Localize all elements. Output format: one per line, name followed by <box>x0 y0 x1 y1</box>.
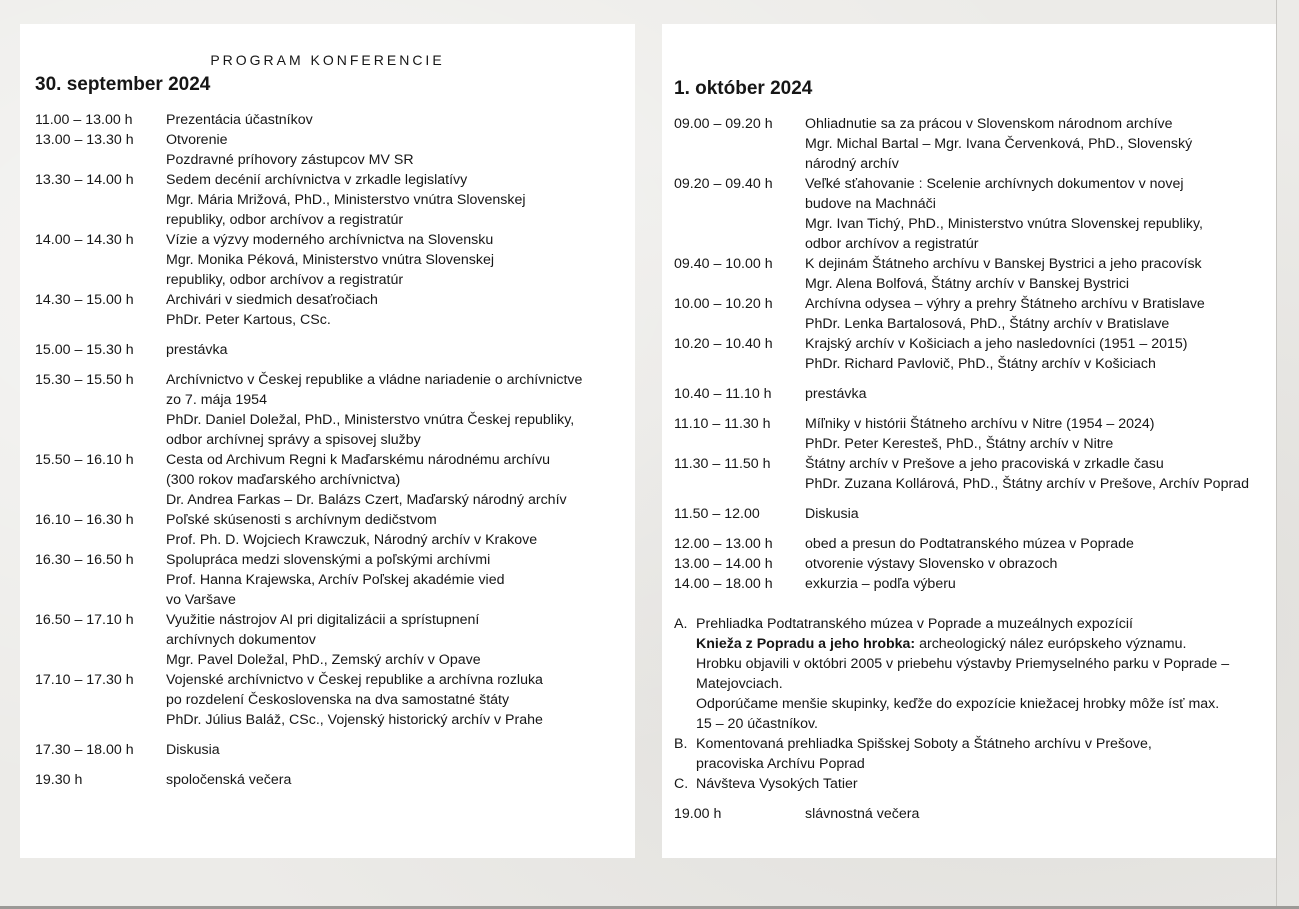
time-label: 11.50 – 12.00 <box>674 506 760 522</box>
session-line: prestávka <box>166 342 228 358</box>
session-line: republiky, odbor archívov a registratúr <box>166 272 404 288</box>
day-title-right: 1. október 2024 <box>674 78 813 99</box>
time-label: 11.30 – 11.50 h <box>674 456 771 472</box>
session-line: Archivári v siedmich desaťročiach <box>166 292 378 308</box>
time-label: 10.40 – 11.10 h <box>674 386 772 402</box>
schedule-row <box>35 450 635 510</box>
schedule-row <box>674 334 1276 374</box>
session-text <box>805 554 1276 574</box>
schedule-row <box>674 294 1276 334</box>
session-text <box>166 770 635 790</box>
right-schedule <box>674 114 1276 594</box>
session-line: PhDr. Daniel Doležal, PhD., Ministerstvo vnútra Českej republiky, <box>166 412 575 428</box>
option-a-line: 15 – 20 účastníkov. <box>696 716 818 732</box>
session-line: Vojenské archívnictvo v Českej republike a archívna rozluka <box>166 672 543 688</box>
time-label: 09.00 – 09.20 h <box>674 116 773 132</box>
schedule-row <box>674 114 1276 174</box>
schedule-row <box>674 254 1276 294</box>
schedule-row <box>674 554 1276 574</box>
time-label: 15.30 – 15.50 h <box>35 372 134 388</box>
time-label: 15.50 – 16.10 h <box>35 452 134 468</box>
session-line: Krajský archív v Košiciach a jeho nasledovníci (1951 – 2015) <box>805 336 1188 352</box>
schedule-row <box>35 510 635 550</box>
session-text <box>166 510 635 550</box>
time-label: 15.00 – 15.30 h <box>35 342 134 358</box>
session-text <box>166 610 635 670</box>
session-line: PhDr. Peter Kartous, CSc. <box>166 312 331 328</box>
schedule-row <box>674 454 1276 494</box>
session-text <box>805 384 1276 404</box>
option-b <box>674 734 1276 774</box>
schedule-row <box>35 740 635 760</box>
time-label: 11.10 – 11.30 h <box>674 416 771 432</box>
session-line: Vízie a výzvy moderného archívnictva na Slovensku <box>166 232 494 248</box>
session-line: Archívna odysea – výhry a prehry Štátneho archívu v Bratislave <box>805 296 1205 312</box>
option-b-line: Komentovaná prehliadka Spišskej Soboty a Štátneho archívu v Prešove, <box>696 736 1152 752</box>
session-line: po rozdelení Československa na dva samostatné štáty <box>166 692 510 708</box>
session-line: Mgr. Monika Péková, Ministerstvo vnútra Slovenskej <box>166 252 495 268</box>
session-text <box>805 334 1276 374</box>
session-line: otvorenie výstavy Slovensko v obrazoch <box>805 556 1058 572</box>
session-text <box>166 230 635 290</box>
schedule-row <box>35 370 635 450</box>
schedule-row <box>674 574 1276 594</box>
session-line: Mgr. Alena Bolfová, Štátny archív v Banskej Bystrici <box>805 276 1130 292</box>
session-line: Ohliadnutie sa za prácou v Slovenskom národnom archíve <box>805 116 1173 132</box>
excursion-options <box>674 614 1276 794</box>
option-letter: C. <box>674 776 689 792</box>
session-line: PhDr. Peter Keresteš, PhD., Štátny archív v Nitre <box>805 436 1114 452</box>
session-line: zo 7. mája 1954 <box>166 392 267 408</box>
time-label: 17.30 – 18.00 h <box>35 742 134 758</box>
schedule-row <box>35 170 635 230</box>
session-line: Diskusia <box>805 506 859 522</box>
session-text <box>166 170 635 230</box>
schedule-row <box>35 230 635 290</box>
session-line: Diskusia <box>166 742 220 758</box>
schedule-row <box>674 174 1276 254</box>
option-a-line: Odporúčame menšie skupinky, keďže do expozície kniežacej hrobky môže ísť max. <box>696 696 1220 712</box>
time-label: 16.10 – 16.30 h <box>35 512 134 528</box>
left-page <box>20 24 635 858</box>
session-line: spoločenská večera <box>166 772 292 788</box>
time-label: 13.00 – 13.30 h <box>35 132 134 148</box>
session-line: obed a presun do Podtatranského múzea v Poprade <box>805 536 1134 552</box>
session-text <box>805 254 1276 294</box>
session-text <box>166 550 635 610</box>
option-a-line: Prehliadka Podtatranského múzea v Poprade a muzeálnych expozícií <box>696 616 1133 632</box>
session-text <box>805 534 1276 554</box>
session-text <box>166 110 635 130</box>
time-label: 10.00 – 10.20 h <box>674 296 773 312</box>
time-label: 13.00 – 14.00 h <box>674 556 773 572</box>
schedule-row <box>35 290 635 330</box>
time-label: 12.00 – 13.00 h <box>674 536 773 552</box>
session-text <box>805 574 1276 594</box>
session-line: vo Varšave <box>166 592 236 608</box>
session-line: odbor archívov a registratúr <box>805 236 979 252</box>
session-line: prestávka <box>805 386 867 402</box>
session-line: (300 rokov maďarského archívnictva) <box>166 472 401 488</box>
schedule-row <box>35 110 635 130</box>
left-schedule <box>35 110 635 790</box>
session-text <box>805 504 1276 524</box>
session-text <box>166 290 635 330</box>
time-label: 14.30 – 15.00 h <box>35 292 134 308</box>
option-b-line: pracoviska Archívu Poprad <box>696 756 865 772</box>
session-line: Archívnictvo v Českej republike a vládne nariadenie o archívnictve <box>166 372 583 388</box>
session-line: Mgr. Mária Mrižová, PhD., Ministerstvo vnútra Slovenskej <box>166 192 526 208</box>
session-text <box>166 450 635 510</box>
session-line: K dejinám Štátneho archívu v Banskej Bystrici a jeho pracovísk <box>805 256 1202 272</box>
schedule-row <box>674 384 1276 404</box>
schedule-row <box>35 550 635 610</box>
program-title: PROGRAM KONFERENCIE <box>210 52 445 68</box>
session-line: Cesta od Archivum Regni k Maďarskému národnému archívu <box>166 452 551 468</box>
session-line: PhDr. Lenka Bartalosová, PhD., Štátny archív v Bratislave <box>805 316 1170 332</box>
time-label: 13.30 – 14.00 h <box>35 172 134 188</box>
time-label: 19.00 h <box>674 806 722 822</box>
session-line: Využitie nástrojov AI pri digitalizácii a sprístupnení <box>166 612 480 628</box>
session-line: Prezentácia účastníkov <box>166 112 313 128</box>
session-line: Dr. Andrea Farkas – Dr. Balázs Czert, Maďarský národný archív <box>166 492 567 508</box>
time-label: 10.20 – 10.40 h <box>674 336 773 352</box>
session-text <box>805 414 1276 454</box>
session-line: Míľniky v histórii Štátneho archívu v Nitre (1954 – 2024) <box>805 416 1155 432</box>
time-label: 14.00 – 14.30 h <box>35 232 134 248</box>
session-line: Mgr. Ivan Tichý, PhD., Ministerstvo vnútra Slovenskej republiky, <box>805 216 1203 232</box>
time-label: 16.50 – 17.10 h <box>35 612 134 628</box>
session-text <box>166 740 635 760</box>
session-line: archívnych dokumentov <box>166 632 316 648</box>
option-c-line: Návšteva Vysokých Tatier <box>696 776 858 792</box>
time-label: 11.00 – 13.00 h <box>35 112 133 128</box>
option-letter: B. <box>674 736 688 752</box>
session-line: národný archív <box>805 156 899 172</box>
option-letter: A. <box>674 616 688 632</box>
session-line: Mgr. Michal Bartal – Mgr. Ivana Červenková, PhD., Slovenský <box>805 136 1193 152</box>
session-text <box>166 670 635 730</box>
session-text <box>166 370 635 450</box>
schedule-row <box>35 610 635 670</box>
time-label: 09.40 – 10.00 h <box>674 256 773 272</box>
session-line: budove na Machnáči <box>805 196 936 212</box>
time-label: 19.30 h <box>35 772 83 788</box>
session-line: Veľké sťahovanie : Scelenie archívnych dokumentov v novej <box>805 176 1184 192</box>
session-text <box>166 340 635 360</box>
time-label: 14.00 – 18.00 h <box>674 576 773 592</box>
day-title-left: 30. september 2024 <box>35 74 211 95</box>
schedule-row <box>35 770 635 790</box>
session-line: Pozdravné príhovory zástupcov MV SR <box>166 152 414 168</box>
session-line: Sedem decénií archívnictva v zrkadle legislatívy <box>166 172 468 188</box>
session-line: Štátny archív v Prešove a jeho pracoviská v zrkadle času <box>805 456 1164 472</box>
schedule-row <box>674 504 1276 524</box>
session-line: PhDr. Július Baláž, CSc., Vojenský historický archív v Prahe <box>166 712 543 728</box>
option-a <box>674 614 1276 734</box>
schedule-row-final <box>674 804 1276 824</box>
session-line: Prof. Hanna Krajewska, Archív Poľskej akadémie vied <box>166 572 505 588</box>
time-label: 09.20 – 09.40 h <box>674 176 773 192</box>
page-edge <box>1276 0 1277 909</box>
right-page <box>662 24 1276 858</box>
option-a-line: Matejovciach. <box>696 676 783 692</box>
schedule-row <box>35 670 635 730</box>
session-line: Mgr. Pavel Doležal, PhD., Zemský archív v Opave <box>166 652 481 668</box>
schedule-row <box>674 534 1276 554</box>
session-line: PhDr. Richard Pavlovič, PhD., Štátny archív v Košiciach <box>805 356 1156 372</box>
option-a-line: Hrobku objavili v októbri 2005 v priebehu výstavby Priemyselného parku v Poprade – <box>696 656 1230 672</box>
session-line: Prof. Ph. D. Wojciech Krawczuk, Národný archív v Krakove <box>166 532 538 548</box>
session-line: Spolupráca medzi slovenskými a poľskými archívmi <box>166 552 491 568</box>
session-text <box>166 130 635 170</box>
session-text <box>805 174 1276 254</box>
schedule-row <box>35 340 635 360</box>
option-c <box>674 774 1276 794</box>
session-text <box>805 294 1276 334</box>
time-label: 17.10 – 17.30 h <box>35 672 134 688</box>
option-a-bold: Knieža z Popradu a jeho hrobka: <box>696 636 916 652</box>
session-line: Otvorenie <box>166 132 228 148</box>
schedule-row <box>674 414 1276 454</box>
session-line: PhDr. Zuzana Kollárová, PhD., Štátny archív v Prešove, Archív Poprad <box>805 476 1249 492</box>
session-text: slávnostná večera <box>805 806 920 822</box>
time-label: 16.30 – 16.50 h <box>35 552 134 568</box>
schedule-row <box>35 130 635 170</box>
session-line: odbor archívnej správy a spisovej služby <box>166 432 421 448</box>
session-text <box>805 454 1276 494</box>
session-line: exkurzia – podľa výberu <box>805 576 956 592</box>
session-line: Poľské skúsenosti s archívnym dedičstvom <box>166 512 437 528</box>
session-line: republiky, odbor archívov a registratúr <box>166 212 404 228</box>
option-a-line: archeologický nález európskeho významu. <box>915 636 1187 652</box>
session-text <box>805 114 1276 174</box>
